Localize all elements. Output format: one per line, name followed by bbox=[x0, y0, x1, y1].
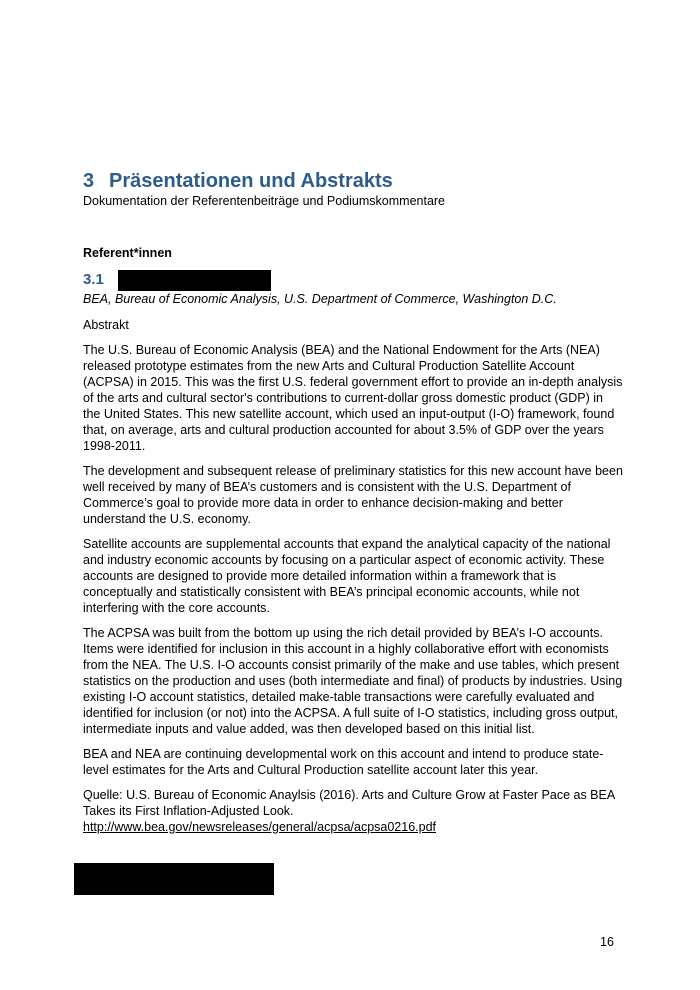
abstract-paragraph-4: The ACPSA was built from the bottom up using the rich detail provided by BEA’s I-O accounts. Items were identified for inclusion in this account in a highly collaborative effort with economists from the NEA. The U.S. I-O accounts consist primarily of the make and use tables, which present statistics on the production and uses (both intermediate and final) of products by industries. Using existing I-O account statistics, detailed make-table transactions were carefully evaluated and identified for inclusion (or not) into the ACPSA. A full suite of I-O statistics, including gross output, intermediate inputs and value added, was then developed based on this initial list. bbox=[83, 626, 623, 736]
chapter-heading bbox=[83, 170, 393, 193]
source-text: Quelle: U.S. Bureau of Economic Anaylsis (2016). Arts and Culture Grow at Faster Pace as BEA Takes its First Inflation-Adjusted Look. bbox=[83, 788, 615, 818]
abstract-paragraph-2: The development and subsequent release of preliminary statistics for this new account have been well received by many of BEA’s customers and is consistent with the U.S. Department of Commerce’s goal to provide more data in order to enhance decision-making and better understand the U.S. economy. bbox=[83, 464, 623, 526]
abstract-label: Abstrakt bbox=[83, 318, 129, 332]
subsection-number: 3.1 bbox=[83, 271, 104, 288]
chapter-number: 3 bbox=[83, 170, 95, 192]
abstract-paragraph-5: BEA and NEA are continuing developmental work on this account and intend to produce state-level estimates for the Arts and Cultural Production satellite account later this year. bbox=[83, 747, 604, 777]
redacted-speaker-name bbox=[118, 270, 271, 291]
speaker-affiliation: BEA, Bureau of Economic Analysis, U.S. Department of Commerce, Washington D.C. bbox=[83, 292, 557, 306]
section-label: Referent*innen bbox=[83, 246, 172, 260]
source-link[interactable]: http://www.bea.gov/newsreleases/general/acpsa/acpsa0216.pdf bbox=[83, 820, 437, 834]
abstract-paragraph-1: The U.S. Bureau of Economic Analysis (BEA) and the National Endowment for the Arts (NEA) released prototype estimates from the new Arts and Cultural Production Satellite Account (ACPSA) in 2015. This was the first U.S. federal government effort to provide an in-depth analysis of the arts and cultural sector's contributions to current-dollar gross domestic product (GDP) in the United States. This new satellite account, which used an input-output (I-O) framework, found that, on average, arts and cultural production accounted for about 3.5% of GDP over the years 1998-2011. bbox=[83, 343, 623, 453]
chapter-title: Präsentationen und Abstrakts bbox=[109, 170, 393, 192]
source-citation bbox=[83, 787, 623, 835]
abstract-body bbox=[83, 342, 623, 844]
redacted-block bbox=[74, 863, 274, 895]
page-number: 16 bbox=[600, 935, 614, 949]
abstract-paragraph-3: Satellite accounts are supplemental accounts that expand the analytical capacity of the national and industry economic accounts by focusing on a particular aspect of economic activity. These accounts are designed to provide more detailed information within a framework that is conceptually and statistically consistent with BEA’s principal economic accounts, while not interfering with the core accounts. bbox=[83, 537, 611, 615]
chapter-subtitle: Dokumentation der Referentenbeiträge und Podiumskommentare bbox=[83, 194, 446, 208]
